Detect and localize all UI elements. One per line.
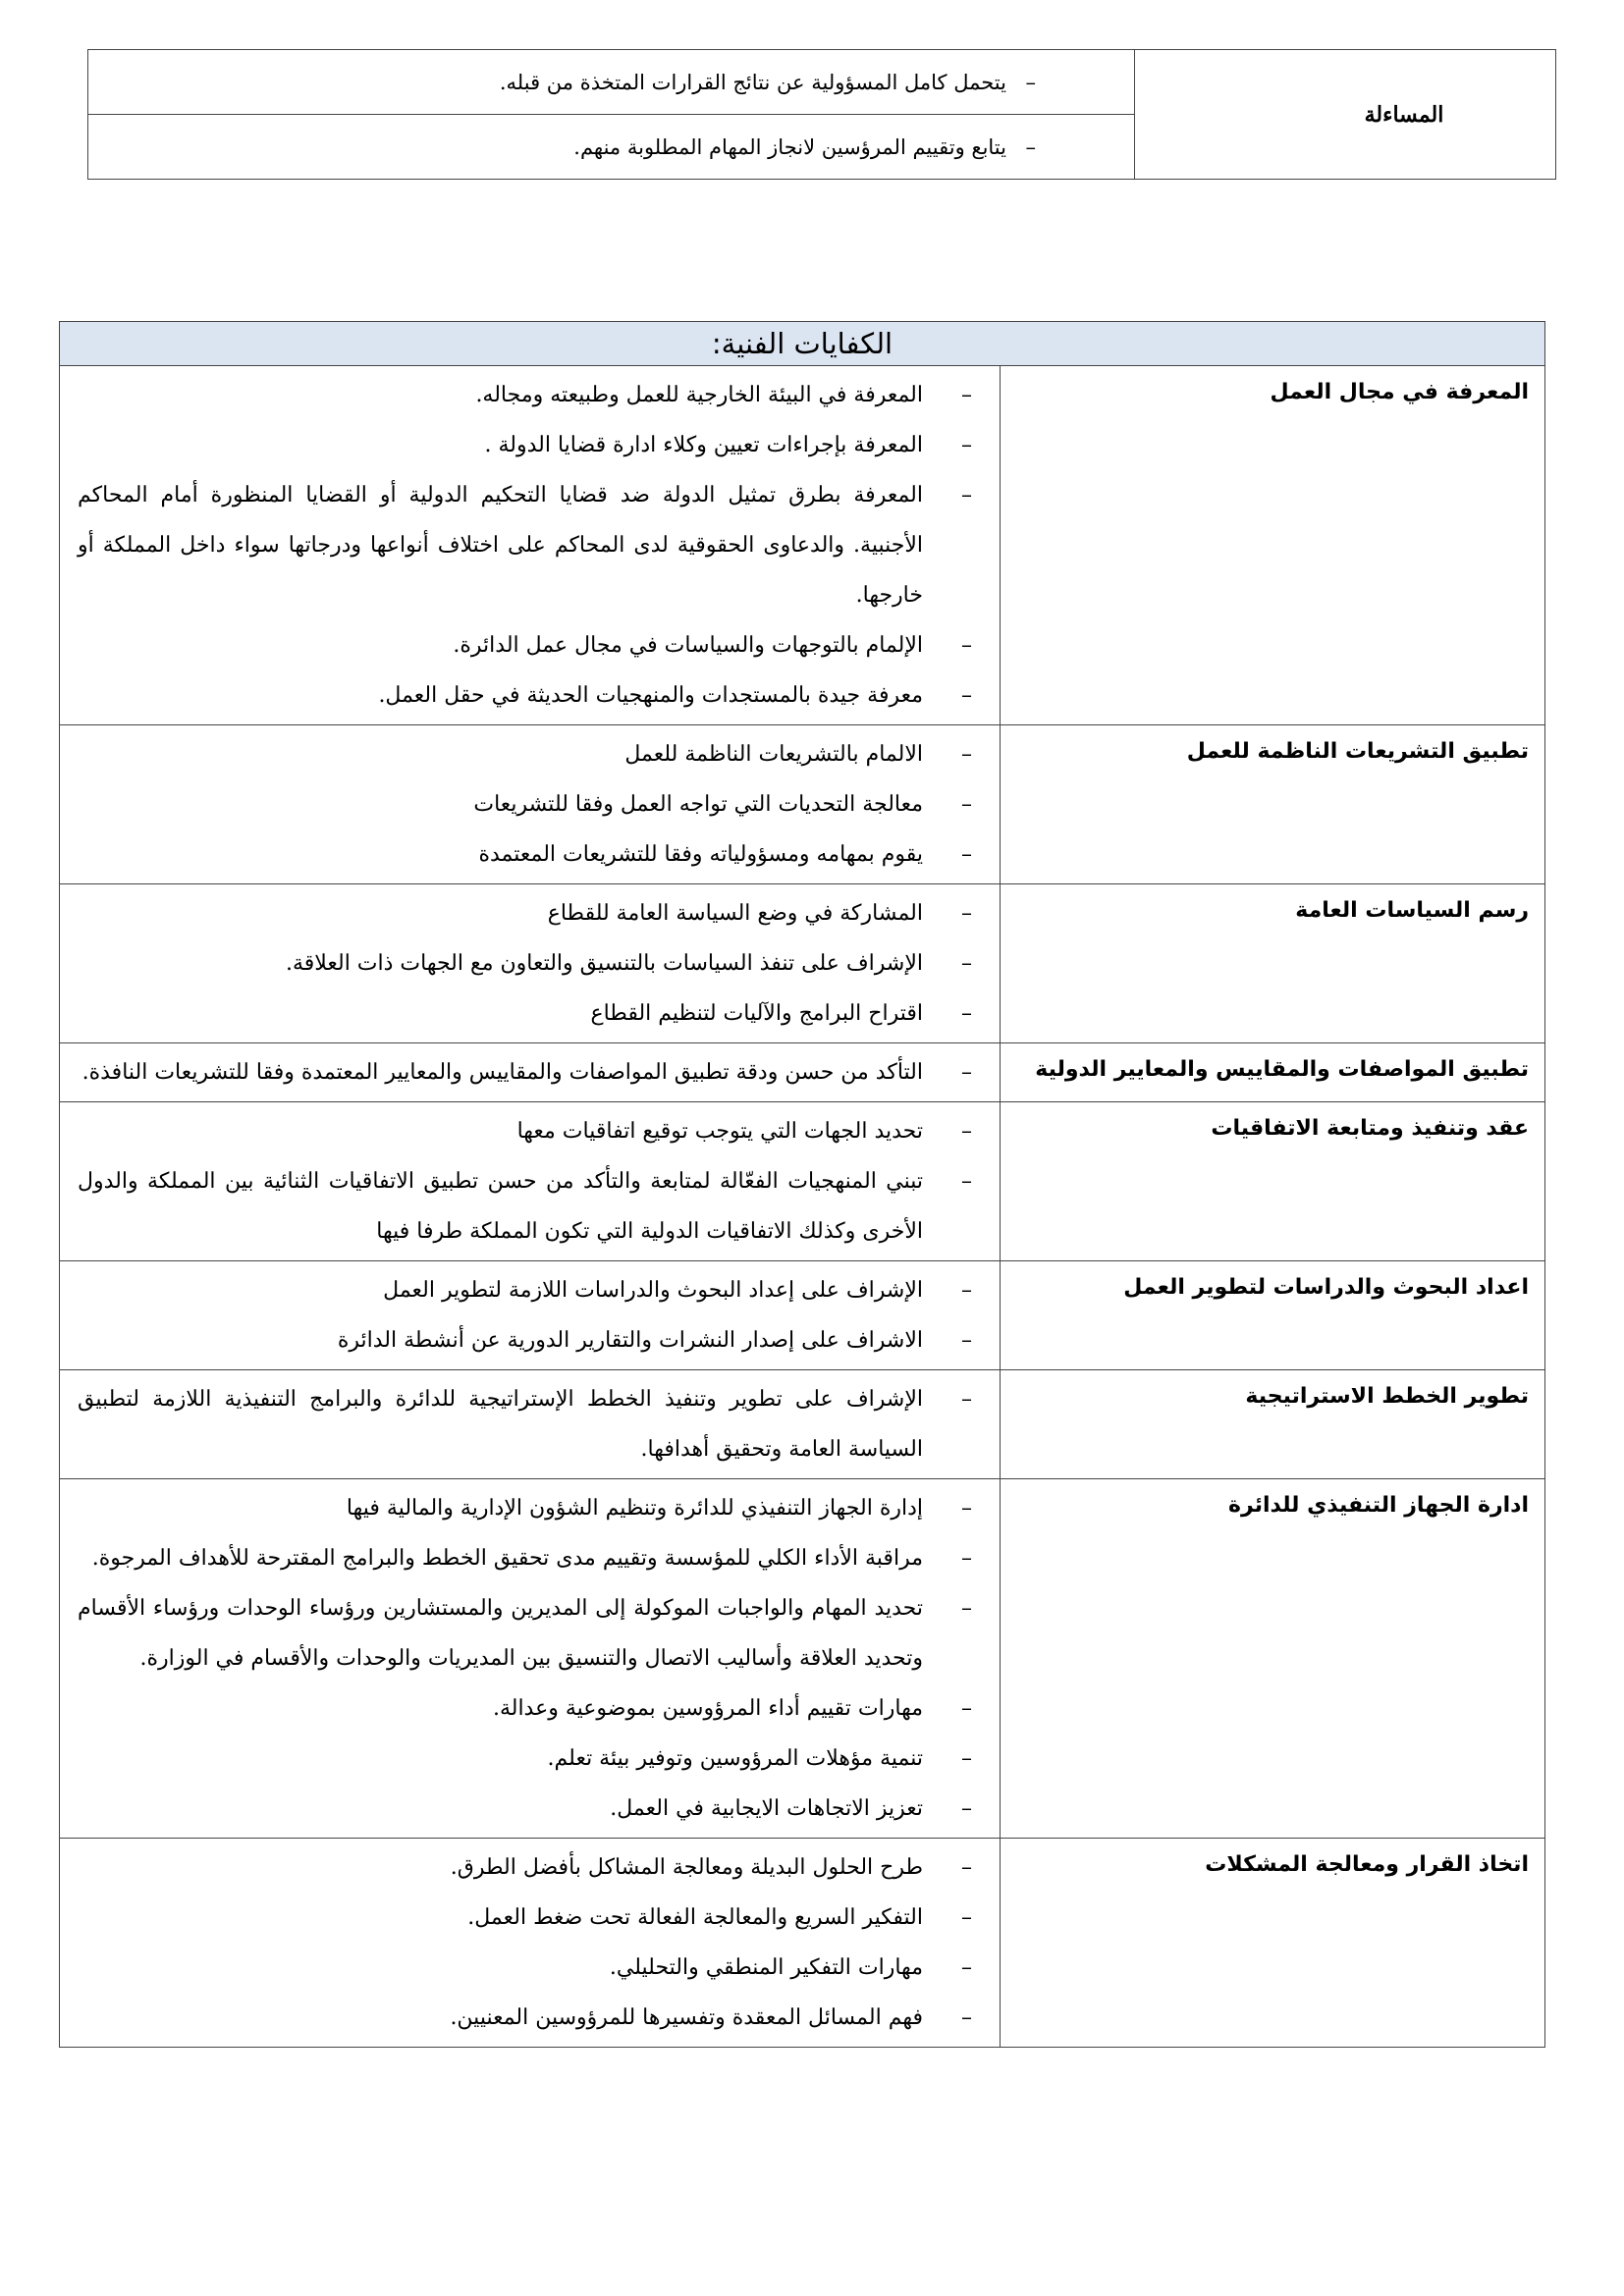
section-label: المعرفة في مجال العمل — [1001, 366, 1545, 725]
list-item: – المشاركة في وضع السياسة العامة للقطاع — [78, 888, 972, 938]
section-item-list — [78, 1265, 972, 1365]
list-item: – الاشراف على إصدار النشرات والتقارير الدورية عن أنشطة الدائرة — [78, 1315, 972, 1365]
section-items-cell — [60, 1043, 1001, 1102]
section-label: رسم السياسات العامة — [1001, 884, 1545, 1043]
list-item: – إدارة الجهاز التنفيذي للدائرة وتنظيم الشؤون الإدارية والمالية فيها — [78, 1483, 972, 1533]
list-item: – تعزيز الاتجاهات الايجابية في العمل. — [78, 1784, 972, 1834]
table-row — [88, 50, 1556, 115]
section-label: عقد وتنفيذ ومتابعة الاتفاقيات — [1001, 1102, 1545, 1261]
list-item: – يقوم بمهامه ومسؤولياته وفقا للتشريعات المعتمدة — [78, 829, 972, 880]
list-item: – الإلمام بالتوجهات والسياسات في مجال عمل الدائرة. — [78, 620, 972, 670]
accountability-label: المساءلة — [1364, 101, 1444, 128]
list-item: – اقتراح البرامج والآليات لتنظيم القطاع — [78, 988, 972, 1039]
section-items-cell — [60, 1261, 1001, 1370]
table-header-row — [60, 322, 1545, 366]
accountability-item: – يتحمل كامل المسؤولية عن نتائج القرارات المتخذة من قبله. — [88, 50, 1135, 115]
table-row — [60, 884, 1545, 1043]
section-label: اتخاذ القرار ومعالجة المشكلات — [1001, 1839, 1545, 2048]
section-items-cell — [60, 884, 1001, 1043]
list-item: – تحديد الجهات التي يتوجب توقيع اتفاقيات معها — [78, 1106, 972, 1156]
technical-competencies-title: الكفايات الفنية: — [60, 322, 1545, 366]
section-item-list — [78, 729, 972, 880]
list-item: – الالمام بالتشريعات الناظمة للعمل — [78, 729, 972, 779]
list-item: – مهارات التفكير المنطقي والتحليلي. — [78, 1943, 972, 1993]
list-item: – الإشراف على تطوير وتنفيذ الخطط الإستراتيجية للدائرة والبرامج التنفيذية اللازمة لتطبيق السياسة العامة وتحقيق أهدافها. — [78, 1374, 972, 1474]
list-item: – الإشراف على تنفذ السياسات بالتنسيق والتعاون مع الجهات ذات العلاقة. — [78, 938, 972, 988]
list-item: – المعرفة في البيئة الخارجية للعمل وطبيعته ومجاله. — [78, 370, 972, 420]
technical-sections — [60, 366, 1545, 2048]
list-item: – معرفة جيدة بالمستجدات والمنهجيات الحديثة في حقل العمل. — [78, 670, 972, 721]
list-item: – طرح الحلول البديلة ومعالجة المشاكل بأفضل الطرق. — [78, 1842, 972, 1893]
section-item-list — [78, 1842, 972, 2043]
section-items-cell — [60, 1102, 1001, 1261]
section-label: تطبيق التشريعات الناظمة للعمل — [1001, 725, 1545, 884]
accountability-table — [87, 49, 1556, 180]
list-item: – المعرفة بإجراءات تعيين وكلاء ادارة قضايا الدولة . — [78, 420, 972, 470]
section-item-list — [78, 370, 972, 721]
table-row — [60, 725, 1545, 884]
technical-competencies-table — [59, 321, 1545, 2048]
section-label: اعداد البحوث والدراسات لتطوير العمل — [1001, 1261, 1545, 1370]
list-item: – التفكير السريع والمعالجة الفعالة تحت ضغط العمل. — [78, 1893, 972, 1943]
table-row — [60, 366, 1545, 725]
table-row — [60, 1479, 1545, 1839]
accountability-item: – يتابع وتقييم المرؤسين لانجاز المهام المطلوبة منهم. — [88, 115, 1135, 180]
section-item-list — [78, 888, 972, 1039]
table-row — [60, 1043, 1545, 1102]
section-items-cell — [60, 1839, 1001, 2048]
list-item: – مراقبة الأداء الكلي للمؤسسة وتقييم مدى تحقيق الخطط والبرامج المقترحة للأهداف المرجوة. — [78, 1533, 972, 1583]
list-item: – تحديد المهام والواجبات الموكولة إلى المديرين والمستشارين ورؤساء الوحدات ورؤساء الأقسام وتحديد العلاقة وأساليب الاتصال والتنسيق بين المديريات والوحدات والأقسام في الوزارة. — [78, 1583, 972, 1683]
list-item: – فهم المسائل المعقدة وتفسيرها للمرؤوسين المعنيين. — [78, 1993, 972, 2043]
section-label: تطوير الخطط الاستراتيجية — [1001, 1370, 1545, 1479]
section-item-list — [78, 1483, 972, 1834]
table-row — [60, 1102, 1545, 1261]
section-label: ادارة الجهاز التنفيذي للدائرة — [1001, 1479, 1545, 1839]
list-item: – تنمية مؤهلات المرؤوسين وتوفير بيئة تعلم. — [78, 1734, 972, 1784]
section-items-cell — [60, 725, 1001, 884]
list-item: – التأكد من حسن ودقة تطبيق المواصفات والمقاييس والمعايير المعتمدة وفقا للتشريعات النافذة. — [78, 1047, 972, 1097]
section-items-cell — [60, 1370, 1001, 1479]
list-item: – مهارات تقييم أداء المرؤوسين بموضوعية وعدالة. — [78, 1683, 972, 1734]
accountability-label-cell — [1135, 50, 1556, 180]
table-row — [60, 1839, 1545, 2048]
section-item-list — [78, 1106, 972, 1256]
list-item: – تبني المنهجيات الفعّالة لمتابعة والتأكد من حسن تطبيق الاتفاقيات الثنائية بين المملكة والدول الأخرى وكذلك الاتفاقيات الدولية التي تكون المملكة طرفا فيها — [78, 1156, 972, 1256]
list-item: – معالجة التحديات التي تواجه العمل وفقا للتشريعات — [78, 779, 972, 829]
list-item: – المعرفة بطرق تمثيل الدولة ضد قضايا التحكيم الدولية أو القضايا المنظورة أمام المحاكم الأجنبية. والدعاوى الحقوقية لدى المحاكم على اختلاف أنواعها ودرجاتها سواء داخل المملكة أو خارجها. — [78, 470, 972, 620]
section-item-list — [78, 1047, 972, 1097]
section-items-cell — [60, 366, 1001, 725]
section-label: تطبيق المواصفات والمقاييس والمعايير الدولية — [1001, 1043, 1545, 1102]
section-items-cell — [60, 1479, 1001, 1839]
table-row — [60, 1261, 1545, 1370]
list-item: – الإشراف على إعداد البحوث والدراسات اللازمة لتطوير العمل — [78, 1265, 972, 1315]
table-row — [60, 1370, 1545, 1479]
section-item-list — [78, 1374, 972, 1474]
